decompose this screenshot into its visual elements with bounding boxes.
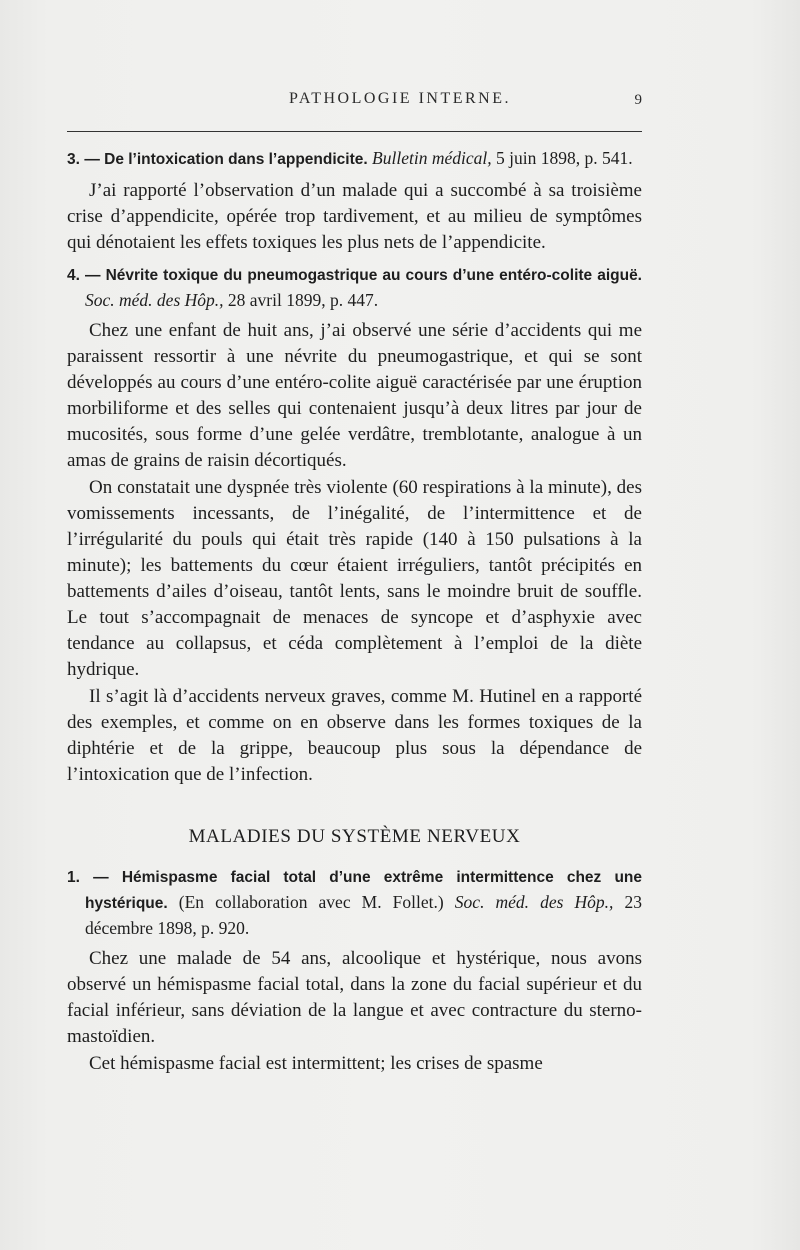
entry-title: — Névrite toxique du pneumogastrique au cours d’une entéro-colite aiguë. bbox=[85, 267, 642, 284]
body-paragraph: Il s’agit là d’accidents nerveux graves, comme M. Hutinel en a rapporté des exemples, et comme on en observe dans les formes toxiques de la diphtérie et de la grippe, beaucoup plus sous la dépendance de l’intoxication que de l’infection. bbox=[67, 686, 642, 785]
entry-number: 1. bbox=[67, 869, 80, 886]
entry-journal: Soc. méd. des Hôp., bbox=[454, 892, 614, 912]
running-title: PATHOLOGIE INTERNE. bbox=[288, 90, 511, 107]
entry-journal: Soc. méd. des Hôp., bbox=[85, 290, 224, 310]
entry-details: 28 avril 1899, p. 447. bbox=[223, 290, 379, 310]
entry-journal: Bulletin médical, bbox=[372, 148, 492, 168]
entry-details: 23 décembre 1898, p. 920. bbox=[85, 892, 642, 938]
page-body bbox=[67, 146, 642, 1078]
page-number: 9 bbox=[634, 92, 642, 108]
body-paragraph: Chez une malade de 54 ans, alcoolique et hystérique, nous avons observé un hémispasme facial total, dans la zone du facial supérieur et du facial inférieur, sans déviation de la langue et avec contracture du sterno-mastoïdien. bbox=[67, 948, 642, 1047]
entry-number: 3. bbox=[67, 151, 80, 168]
reference-entry bbox=[67, 864, 642, 940]
entry-details: 5 juin 1898, p. 541. bbox=[491, 148, 633, 168]
running-head bbox=[0, 90, 800, 114]
body-paragraph: On constatait une dyspnée très violente (60 respirations à la minute), des vomissements incessants, de l’inégalité, de l’intermittence et de l’irrégularité du pouls qui était très rapide (140 à 150 pulsations à la minute); les battements du cœur étaient irréguliers, tantôt précipités en battements d’ailes d’oiseau, tantôt lents, sans le moindre bruit de souffle. Le tout s’accompagnait de menaces de syncope et d’asphyxie avec tendance au collapsus, et céda complètement à l’emploi de la diète hydrique. bbox=[67, 477, 642, 680]
entry-number: 4. bbox=[67, 267, 80, 284]
reference-entry bbox=[67, 146, 642, 172]
reference-entry bbox=[67, 262, 642, 312]
body-paragraph: Chez une enfant de huit ans, j’ai observé une série d’accidents qui me paraissent ressortir à une névrite du pneumogastrique, et qui se sont développés au cours d’une entéro-colite aiguë caractérisée par une éruption morbiliforme et des selles qui contenaient jusqu’à deux litres par jour de mucosités, sous forme d’une gelée verdâtre, tremblotante, analogue à un amas de grains de raisin décortiqués. bbox=[67, 320, 642, 471]
header-rule bbox=[67, 131, 642, 132]
section-heading: MALADIES DU SYSTÈME NERVEUX bbox=[188, 826, 521, 847]
entry-title: — Hémispasme facial total d’une extrême intermittence chez une hystérique. bbox=[85, 869, 643, 912]
entry-collaboration: (En collaboration avec M. Follet.) bbox=[167, 892, 455, 912]
body-paragraph: Cet hémispasme facial est intermittent; les crises de spasme bbox=[89, 1053, 543, 1074]
body-paragraph: J’ai rapporté l’observation d’un malade qui a succombé à sa troisième crise d’appendicite, opérée trop tardivement, et au milieu de symptômes qui dénotaient les effets toxiques les plus nets de l’appendicite. bbox=[67, 180, 642, 253]
entry-title: — De l’intoxication dans l’appendicite. bbox=[84, 151, 368, 168]
